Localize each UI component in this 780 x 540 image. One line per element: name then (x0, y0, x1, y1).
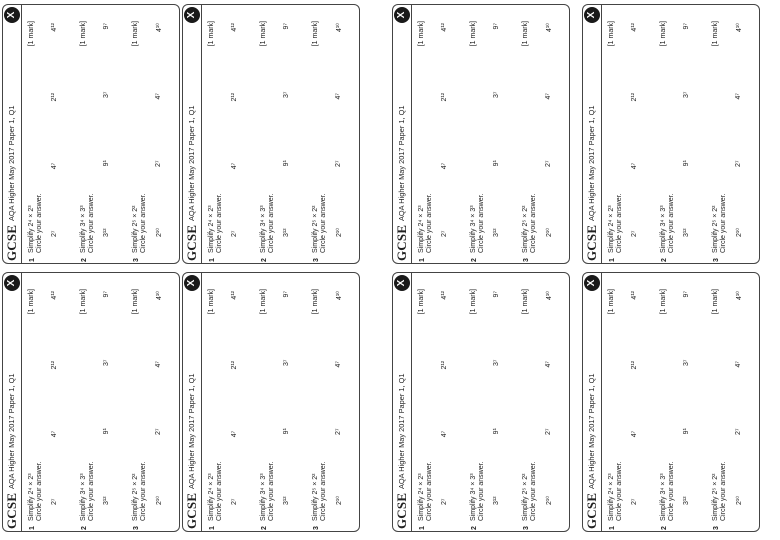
answer-option[interactable]: 9⁷ (493, 291, 500, 298)
question-marks: [1 mark] (660, 21, 667, 47)
answer-options (631, 23, 638, 237)
question-instruction: Circle your answer. (530, 193, 537, 253)
answer-option[interactable]: 2¹⁰ (736, 495, 743, 505)
answer-option[interactable]: 2¹⁰ (336, 227, 343, 237)
answer-options (493, 23, 500, 237)
question-block (605, 5, 657, 264)
answer-option[interactable]: 2¹⁰ (156, 227, 163, 237)
question-number: 2 (471, 258, 478, 262)
answer-option[interactable]: 4⁷ (735, 93, 742, 100)
question-marks: [1 mark] (312, 21, 319, 47)
answer-option[interactable]: 4¹² (631, 23, 638, 32)
logo-badge: X (184, 275, 200, 291)
answer-options (103, 23, 110, 237)
question-instruction: Circle your answer. (478, 461, 485, 521)
answer-option[interactable]: 3⁷ (283, 91, 290, 98)
question-block (309, 5, 360, 264)
question-prompt: Simplify 2⁵ × 2² (312, 205, 319, 253)
question-instruction: Circle your answer. (668, 193, 675, 253)
answer-option[interactable]: 9¹ (103, 160, 110, 167)
answer-option[interactable]: 9⁷ (103, 291, 110, 298)
question-card-6 (182, 4, 360, 264)
question-prompt: Simplify 3⁴ × 3³ (260, 205, 267, 253)
question-instruction: Circle your answer. (36, 193, 43, 253)
question-prompt: Simplify 2⁵ × 2² (522, 205, 529, 253)
question-number: 2 (471, 526, 478, 530)
answer-option[interactable]: 9¹ (283, 160, 290, 167)
question-prompt: Simplify 2⁴ × 2³ (608, 473, 615, 521)
question-prompt: Simplify 3⁴ × 3³ (260, 473, 267, 521)
question-number: 3 (523, 526, 530, 530)
question-card-1 (2, 272, 180, 532)
answer-option[interactable]: 4¹⁰ (546, 23, 553, 33)
answer-option[interactable]: 3⁷ (683, 91, 690, 98)
answer-option[interactable]: 4¹⁰ (736, 23, 743, 33)
question-marks: [1 mark] (208, 21, 215, 47)
question-block (519, 273, 570, 532)
question-marks: [1 mark] (28, 21, 35, 47)
answer-option[interactable]: 3¹² (283, 228, 290, 237)
subject-label: GCSE (4, 224, 19, 261)
question-number: 3 (523, 258, 530, 262)
question-marks: [1 mark] (80, 21, 87, 47)
paper-title: AQA Higher May 2017 Paper 1, Q1 (7, 373, 16, 489)
question-block (309, 273, 360, 532)
card-header (183, 5, 202, 264)
question-prompt: Simplify 2⁵ × 2² (522, 473, 529, 521)
answer-option[interactable]: 9¹ (283, 428, 290, 435)
question-instruction: Circle your answer. (720, 193, 727, 253)
answer-option[interactable]: 4⁷ (51, 430, 58, 438)
card-header (583, 273, 602, 532)
question-prompt: Simplify 3⁴ × 3³ (470, 473, 477, 521)
question-block (605, 273, 657, 532)
answer-options (283, 23, 290, 237)
question-prompt: Simplify 2⁵ × 2² (712, 473, 719, 521)
answer-option[interactable]: 2¹⁰ (546, 227, 553, 237)
answer-options (683, 23, 690, 237)
question-marks: [1 mark] (712, 21, 719, 47)
question-prompt: Simplify 3⁴ × 3³ (660, 205, 667, 253)
subject-label: GCSE (394, 224, 409, 261)
question-block (257, 5, 309, 264)
answer-option[interactable]: 2¹² (631, 92, 638, 102)
answer-option[interactable]: 4⁷ (231, 430, 238, 438)
paper-title: AQA Higher May 2017 Paper 1, Q1 (587, 373, 596, 489)
answer-option[interactable]: 4⁷ (231, 162, 238, 170)
answer-option[interactable]: 2⁷ (231, 230, 238, 237)
answer-options (155, 23, 163, 237)
question-prompt: Simplify 2⁴ × 2³ (208, 205, 215, 253)
question-marks: [1 mark] (208, 289, 215, 315)
answer-option[interactable]: 4⁷ (735, 361, 742, 368)
answer-option[interactable]: 9⁷ (283, 23, 290, 30)
answer-option[interactable]: 2⁷ (631, 498, 638, 505)
answer-option[interactable]: 4¹² (51, 23, 58, 32)
answer-option[interactable]: 3¹² (103, 228, 110, 237)
answer-option[interactable]: 2⁷ (441, 498, 448, 505)
question-number: 3 (313, 258, 320, 262)
answer-option[interactable]: 2⁷ (545, 428, 552, 435)
answer-option[interactable]: 2⁷ (51, 230, 58, 237)
answer-option[interactable]: 2¹⁰ (156, 495, 163, 505)
question-number: 3 (713, 526, 720, 530)
answer-options (231, 23, 238, 237)
question-block (709, 5, 760, 264)
question-prompt: Simplify 3⁴ × 3³ (660, 473, 667, 521)
answer-option[interactable]: 3¹² (493, 228, 500, 237)
question-marks: [1 mark] (132, 289, 139, 315)
answer-options (735, 291, 743, 505)
answer-option[interactable]: 3¹² (103, 496, 110, 505)
question-instruction: Circle your answer. (426, 461, 433, 521)
answer-option[interactable]: 4¹⁰ (546, 291, 553, 301)
question-prompt: Simplify 2⁵ × 2² (132, 205, 139, 253)
question-prompt: Simplify 2⁵ × 2² (312, 473, 319, 521)
question-block (25, 273, 77, 532)
question-instruction: Circle your answer. (616, 461, 623, 521)
question-block (205, 5, 257, 264)
question-block (467, 273, 519, 532)
question-instruction: Circle your answer. (320, 461, 327, 521)
question-prompt: Simplify 2⁵ × 2² (132, 473, 139, 521)
answer-option[interactable]: 2⁷ (231, 498, 238, 505)
question-instruction: Circle your answer. (140, 193, 147, 253)
question-block (129, 5, 180, 264)
answer-option[interactable]: 4⁷ (155, 361, 162, 368)
question-block (467, 5, 519, 264)
question-marks: [1 mark] (522, 21, 529, 47)
question-prompt: Simplify 2⁴ × 2³ (208, 473, 215, 521)
answer-option[interactable]: 9¹ (683, 160, 690, 167)
question-marks: [1 mark] (28, 289, 35, 315)
answer-option[interactable]: 2¹⁰ (546, 495, 553, 505)
answer-options (735, 23, 743, 237)
answer-option[interactable]: 2¹² (231, 360, 238, 370)
subject-label: GCSE (184, 492, 199, 529)
question-prompt: Simplify 2⁴ × 2³ (28, 473, 35, 521)
answer-option[interactable]: 3¹² (493, 496, 500, 505)
question-number: 1 (419, 258, 426, 262)
question-marks: [1 mark] (418, 289, 425, 315)
answer-option[interactable]: 3¹² (683, 228, 690, 237)
answer-option[interactable]: 3⁷ (103, 359, 110, 366)
answer-option[interactable]: 2⁷ (545, 160, 552, 167)
answer-option[interactable]: 9⁷ (493, 23, 500, 30)
answer-options (441, 291, 448, 505)
question-marks: [1 mark] (608, 289, 615, 315)
answer-option[interactable]: 3⁷ (103, 91, 110, 98)
question-block (257, 273, 309, 532)
question-prompt: Simplify 3⁴ × 3³ (80, 473, 87, 521)
answer-option[interactable]: 4¹² (231, 291, 238, 300)
question-number: 2 (81, 258, 88, 262)
card-header (183, 273, 202, 532)
card-header (393, 273, 412, 532)
answer-option[interactable]: 4⁷ (631, 430, 638, 438)
question-card-2 (182, 272, 360, 532)
question-number: 3 (313, 526, 320, 530)
question-instruction: Circle your answer. (88, 193, 95, 253)
answer-options (51, 291, 58, 505)
answer-option[interactable]: 2¹² (51, 92, 58, 102)
question-instruction: Circle your answer. (530, 461, 537, 521)
answer-option[interactable]: 4¹⁰ (336, 291, 343, 301)
question-number: 1 (209, 526, 216, 530)
logo-badge: X (584, 7, 600, 23)
paper-title: AQA Higher May 2017 Paper 1, Q1 (397, 373, 406, 489)
answer-option[interactable]: 2¹⁰ (736, 227, 743, 237)
answer-options (231, 291, 238, 505)
answer-option[interactable]: 2⁷ (51, 498, 58, 505)
answer-option[interactable]: 9⁷ (683, 23, 690, 30)
question-number: 1 (209, 258, 216, 262)
question-card-5 (2, 4, 180, 264)
question-instruction: Circle your answer. (616, 193, 623, 253)
question-number: 3 (713, 258, 720, 262)
answer-option[interactable]: 9¹ (103, 428, 110, 435)
question-prompt: Simplify 2⁴ × 2³ (418, 473, 425, 521)
answer-option[interactable]: 4¹² (231, 23, 238, 32)
answer-option[interactable]: 9¹ (493, 160, 500, 167)
answer-option[interactable]: 9⁷ (103, 23, 110, 30)
answer-option[interactable]: 2¹⁰ (336, 495, 343, 505)
logo-badge: X (4, 275, 20, 291)
answer-option[interactable]: 2¹² (441, 92, 448, 102)
card-header (583, 5, 602, 264)
answer-option[interactable]: 9¹ (683, 428, 690, 435)
answer-option[interactable]: 3⁷ (283, 359, 290, 366)
answer-options (283, 291, 290, 505)
answer-option[interactable]: 3¹² (283, 496, 290, 505)
answer-option[interactable]: 4⁷ (631, 162, 638, 170)
answer-option[interactable]: 2¹² (51, 360, 58, 370)
answer-option[interactable]: 4¹² (51, 291, 58, 300)
question-card-8 (582, 4, 760, 264)
answer-option[interactable]: 4⁷ (545, 361, 552, 368)
question-prompt: Simplify 2⁴ × 2³ (608, 205, 615, 253)
question-number: 2 (261, 258, 268, 262)
question-number: 2 (661, 258, 668, 262)
logo-badge: X (184, 7, 200, 23)
question-instruction: Circle your answer. (140, 461, 147, 521)
question-number: 1 (29, 526, 36, 530)
subject-label: GCSE (584, 224, 599, 261)
card-header (3, 5, 22, 264)
question-block (519, 5, 570, 264)
answer-option[interactable]: 4⁷ (51, 162, 58, 170)
question-instruction: Circle your answer. (320, 193, 327, 253)
question-card-3 (392, 272, 570, 532)
answer-options (155, 291, 163, 505)
question-instruction: Circle your answer. (668, 461, 675, 521)
question-instruction: Circle your answer. (88, 461, 95, 521)
answer-option[interactable]: 4¹⁰ (736, 291, 743, 301)
subject-label: GCSE (184, 224, 199, 261)
card-header (3, 273, 22, 532)
answer-option[interactable]: 4⁷ (335, 93, 342, 100)
answer-option[interactable]: 4⁷ (441, 162, 448, 170)
answer-option[interactable]: 3⁷ (493, 91, 500, 98)
answer-options (103, 291, 110, 505)
answer-options (631, 291, 638, 505)
answer-option[interactable]: 4¹⁰ (336, 23, 343, 33)
answer-option[interactable]: 4⁷ (545, 93, 552, 100)
answer-option[interactable]: 4⁷ (335, 361, 342, 368)
answer-options (545, 23, 553, 237)
subject-label: GCSE (4, 492, 19, 529)
question-marks: [1 mark] (660, 289, 667, 315)
question-block (657, 5, 709, 264)
answer-option[interactable]: 2¹² (631, 360, 638, 370)
question-prompt: Simplify 3⁴ × 3³ (470, 205, 477, 253)
question-block (415, 5, 467, 264)
logo-badge: X (394, 275, 410, 291)
answer-option[interactable]: 2⁷ (441, 230, 448, 237)
question-marks: [1 mark] (522, 289, 529, 315)
question-number: 3 (133, 526, 140, 530)
answer-option[interactable]: 9¹ (493, 428, 500, 435)
paper-title: AQA Higher May 2017 Paper 1, Q1 (587, 105, 596, 221)
question-marks: [1 mark] (712, 289, 719, 315)
answer-option[interactable]: 2⁷ (735, 428, 742, 435)
logo-badge: X (394, 7, 410, 23)
answer-option[interactable]: 9⁷ (283, 291, 290, 298)
question-instruction: Circle your answer. (36, 461, 43, 521)
question-block (129, 273, 180, 532)
answer-option[interactable]: 3⁷ (493, 359, 500, 366)
answer-options (545, 291, 553, 505)
question-instruction: Circle your answer. (268, 461, 275, 521)
question-card-7 (392, 4, 570, 264)
question-marks: [1 mark] (80, 289, 87, 315)
subject-label: GCSE (394, 492, 409, 529)
answer-options (683, 291, 690, 505)
answer-option[interactable]: 3⁷ (683, 359, 690, 366)
answer-options (335, 23, 343, 237)
answer-option[interactable]: 4¹² (631, 291, 638, 300)
question-number: 1 (29, 258, 36, 262)
logo-badge: X (4, 7, 20, 23)
question-number: 2 (661, 526, 668, 530)
question-marks: [1 mark] (260, 21, 267, 47)
question-number: 1 (419, 526, 426, 530)
answer-option[interactable]: 9⁷ (683, 291, 690, 298)
question-number: 1 (609, 526, 616, 530)
question-number: 2 (261, 526, 268, 530)
question-instruction: Circle your answer. (216, 193, 223, 253)
question-block (77, 273, 129, 532)
question-marks: [1 mark] (470, 289, 477, 315)
answer-option[interactable]: 4⁷ (155, 93, 162, 100)
answer-option[interactable]: 3¹² (683, 496, 690, 505)
question-card-4 (582, 272, 760, 532)
answer-option[interactable]: 2¹² (231, 92, 238, 102)
answer-options (335, 291, 343, 505)
question-marks: [1 mark] (470, 21, 477, 47)
answer-option[interactable]: 2⁷ (735, 160, 742, 167)
answer-option[interactable]: 4⁷ (441, 430, 448, 438)
question-prompt: Simplify 2⁴ × 2³ (28, 205, 35, 253)
answer-options (493, 291, 500, 505)
question-prompt: Simplify 2⁵ × 2² (712, 205, 719, 253)
paper-title: AQA Higher May 2017 Paper 1, Q1 (187, 373, 196, 489)
answer-option[interactable]: 2¹² (441, 360, 448, 370)
answer-option[interactable]: 4¹⁰ (156, 291, 163, 301)
question-block (709, 273, 760, 532)
paper-title: AQA Higher May 2017 Paper 1, Q1 (187, 105, 196, 221)
question-block (415, 273, 467, 532)
card-header (393, 5, 412, 264)
answer-options (441, 23, 448, 237)
question-marks: [1 mark] (608, 21, 615, 47)
question-number: 3 (133, 258, 140, 262)
paper-title: AQA Higher May 2017 Paper 1, Q1 (397, 105, 406, 221)
answer-option[interactable]: 2⁷ (335, 428, 342, 435)
question-prompt: Simplify 3⁴ × 3³ (80, 205, 87, 253)
question-number: 2 (81, 526, 88, 530)
question-block (77, 5, 129, 264)
question-prompt: Simplify 2⁴ × 2³ (418, 205, 425, 253)
answer-option[interactable]: 2⁷ (155, 160, 162, 167)
answer-option[interactable]: 4¹⁰ (156, 23, 163, 33)
question-instruction: Circle your answer. (268, 193, 275, 253)
question-number: 1 (609, 258, 616, 262)
answer-option[interactable]: 4¹² (441, 23, 448, 32)
answer-option[interactable]: 2⁷ (155, 428, 162, 435)
question-marks: [1 mark] (260, 289, 267, 315)
answer-option[interactable]: 4¹² (441, 291, 448, 300)
answer-option[interactable]: 2⁷ (335, 160, 342, 167)
question-block (205, 273, 257, 532)
question-instruction: Circle your answer. (426, 193, 433, 253)
paper-title: AQA Higher May 2017 Paper 1, Q1 (7, 105, 16, 221)
logo-badge: X (584, 275, 600, 291)
answer-options (51, 23, 58, 237)
question-marks: [1 mark] (312, 289, 319, 315)
question-instruction: Circle your answer. (478, 193, 485, 253)
answer-option[interactable]: 2⁷ (631, 230, 638, 237)
question-block (25, 5, 77, 264)
question-marks: [1 mark] (418, 21, 425, 47)
question-instruction: Circle your answer. (720, 461, 727, 521)
subject-label: GCSE (584, 492, 599, 529)
question-instruction: Circle your answer. (216, 461, 223, 521)
question-block (657, 273, 709, 532)
question-marks: [1 mark] (132, 21, 139, 47)
